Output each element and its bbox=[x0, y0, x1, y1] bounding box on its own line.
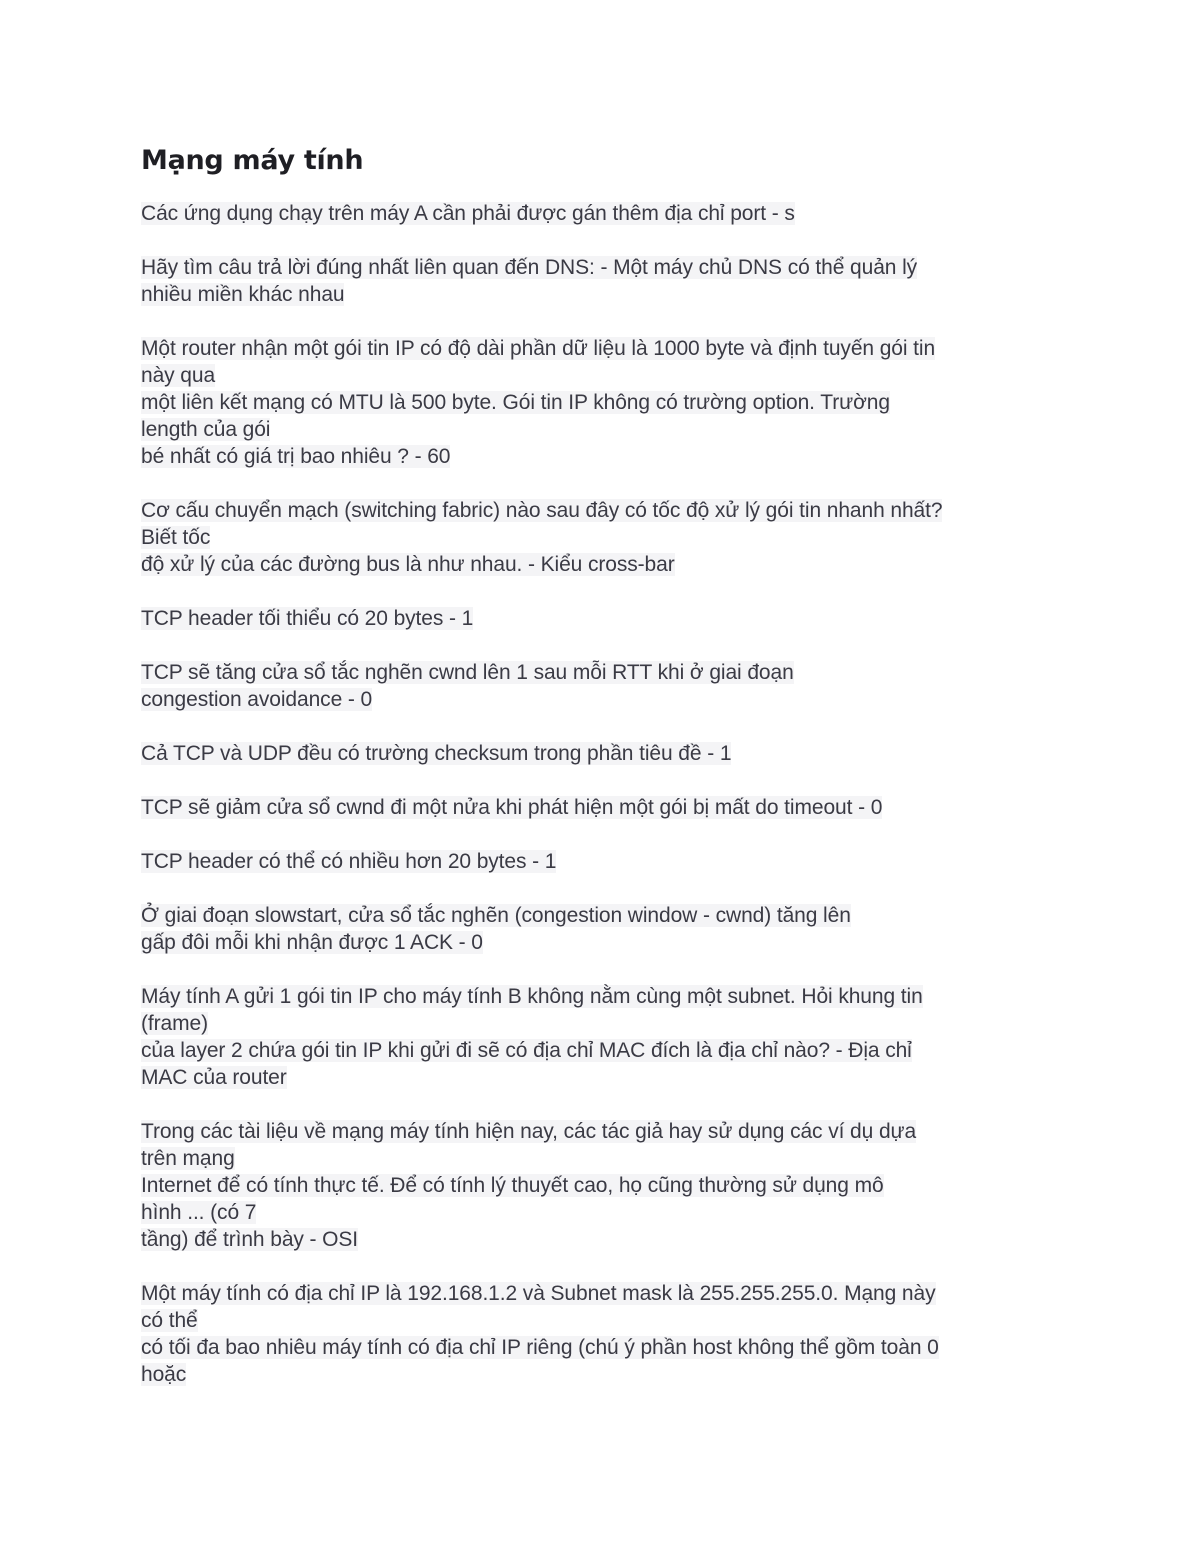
text-line-content: congestion avoidance - 0 bbox=[141, 688, 373, 711]
text-line bbox=[141, 524, 1061, 551]
text-line bbox=[141, 1334, 1061, 1361]
text-line bbox=[141, 848, 1061, 875]
question-paragraph bbox=[141, 740, 1061, 767]
text-line bbox=[141, 1199, 1061, 1226]
text-line bbox=[141, 1361, 1061, 1388]
text-line-content: MAC của router bbox=[141, 1066, 287, 1089]
document-body bbox=[141, 200, 1061, 1388]
text-line-content: Cả TCP và UDP đều có trường checksum trong phần tiêu đề - 1 bbox=[141, 742, 732, 765]
text-line-content: độ xử lý của các đường bus là như nhau. - Kiểu cross-bar bbox=[141, 553, 675, 576]
question-paragraph bbox=[141, 902, 1061, 956]
text-line-content: Các ứng dụng chạy trên máy A cần phải được gán thêm địa chỉ port - s bbox=[141, 202, 795, 225]
text-line-content: có thể bbox=[141, 1309, 198, 1332]
question-paragraph bbox=[141, 1118, 1061, 1253]
document-title: Mạng máy tính bbox=[141, 145, 364, 176]
text-line-content: tầng) để trình bày - OSI bbox=[141, 1228, 359, 1251]
text-line-content: Trong các tài liệu về mạng máy tính hiện nay, các tác giả hay sử dụng các ví dụ dựa bbox=[141, 1120, 917, 1143]
text-line-content: Một máy tính có địa chỉ IP là 192.168.1.2 và Subnet mask là 255.255.255.0. Mạng này bbox=[141, 1282, 936, 1305]
text-line-content: có tối đa bao nhiêu máy tính có địa chỉ IP riêng (chú ý phần host không thể gồm toàn 0 bbox=[141, 1336, 939, 1359]
text-line bbox=[141, 929, 1061, 956]
text-line bbox=[141, 1064, 1061, 1091]
question-paragraph bbox=[141, 497, 1061, 578]
text-line bbox=[141, 1172, 1061, 1199]
text-line bbox=[141, 200, 1061, 227]
text-line-content: length của gói bbox=[141, 418, 271, 441]
text-line-content: của layer 2 chứa gói tin IP khi gửi đi sẽ có địa chỉ MAC đích là địa chỉ nào? - Địa chỉ bbox=[141, 1039, 912, 1062]
question-paragraph bbox=[141, 605, 1061, 632]
text-line-content: trên mạng bbox=[141, 1147, 235, 1170]
question-paragraph bbox=[141, 983, 1061, 1091]
text-line-content: (frame) bbox=[141, 1012, 208, 1035]
question-paragraph bbox=[141, 848, 1061, 875]
text-line-content: Internet để có tính thực tế. Để có tính lý thuyết cao, họ cũng thường sử dụng mô bbox=[141, 1174, 884, 1197]
text-line bbox=[141, 740, 1061, 767]
text-line bbox=[141, 362, 1061, 389]
text-line-content: hoặc bbox=[141, 1363, 187, 1386]
text-line bbox=[141, 281, 1061, 308]
text-line bbox=[141, 389, 1061, 416]
text-line bbox=[141, 902, 1061, 929]
text-line-content: gấp đôi mỗi khi nhận được 1 ACK - 0 bbox=[141, 931, 483, 954]
text-line bbox=[141, 497, 1061, 524]
document-page bbox=[141, 144, 1061, 1415]
text-line bbox=[141, 335, 1061, 362]
text-line-content: TCP header tối thiểu có 20 bytes - 1 bbox=[141, 607, 474, 630]
text-line bbox=[141, 794, 1061, 821]
text-line-content: Một router nhận một gói tin IP có độ dài phần dữ liệu là 1000 byte và định tuyến gói tin bbox=[141, 337, 936, 360]
question-paragraph bbox=[141, 659, 1061, 713]
text-line-content: bé nhất có giá trị bao nhiêu ? - 60 bbox=[141, 445, 451, 468]
text-line bbox=[141, 1010, 1061, 1037]
text-line bbox=[141, 1037, 1061, 1064]
text-line-content: Hãy tìm câu trả lời đúng nhất liên quan đến DNS: - Một máy chủ DNS có thể quản lý bbox=[141, 256, 918, 279]
text-line-content: Ở giai đoạn slowstart, cửa sổ tắc nghẽn (congestion window - cwnd) tăng lên bbox=[141, 904, 851, 927]
text-line-content: này qua bbox=[141, 364, 216, 387]
text-line bbox=[141, 983, 1061, 1010]
text-line bbox=[141, 254, 1061, 281]
question-paragraph bbox=[141, 200, 1061, 227]
text-line-content: nhiều miền khác nhau bbox=[141, 283, 345, 306]
text-line-content: Máy tính A gửi 1 gói tin IP cho máy tính B không nằm cùng một subnet. Hỏi khung tin bbox=[141, 985, 923, 1008]
text-line bbox=[141, 1226, 1061, 1253]
text-line-content: TCP sẽ tăng cửa sổ tắc nghẽn cwnd lên 1 sau mỗi RTT khi ở giai đoạn bbox=[141, 661, 794, 684]
text-line-content: TCP sẽ giảm cửa sổ cwnd đi một nửa khi phát hiện một gói bị mất do timeout - 0 bbox=[141, 796, 883, 819]
text-line bbox=[141, 686, 1061, 713]
question-paragraph bbox=[141, 335, 1061, 470]
text-line-content: Biết tốc bbox=[141, 526, 211, 549]
text-line bbox=[141, 1118, 1061, 1145]
text-line bbox=[141, 605, 1061, 632]
text-line bbox=[141, 1280, 1061, 1307]
text-line bbox=[141, 1145, 1061, 1172]
text-line-content: Cơ cấu chuyển mạch (switching fabric) nào sau đây có tốc độ xử lý gói tin nhanh nhất? bbox=[141, 499, 943, 522]
text-line-content: hình ... (có 7 bbox=[141, 1201, 257, 1224]
question-paragraph bbox=[141, 254, 1061, 308]
question-paragraph bbox=[141, 1280, 1061, 1388]
text-line-content: một liên kết mạng có MTU là 500 byte. Gói tin IP không có trường option. Trường bbox=[141, 391, 890, 414]
text-line bbox=[141, 551, 1061, 578]
question-paragraph bbox=[141, 794, 1061, 821]
text-line bbox=[141, 1307, 1061, 1334]
text-line bbox=[141, 416, 1061, 443]
text-line bbox=[141, 659, 1061, 686]
text-line bbox=[141, 443, 1061, 470]
text-line-content: TCP header có thể có nhiều hơn 20 bytes - 1 bbox=[141, 850, 557, 873]
